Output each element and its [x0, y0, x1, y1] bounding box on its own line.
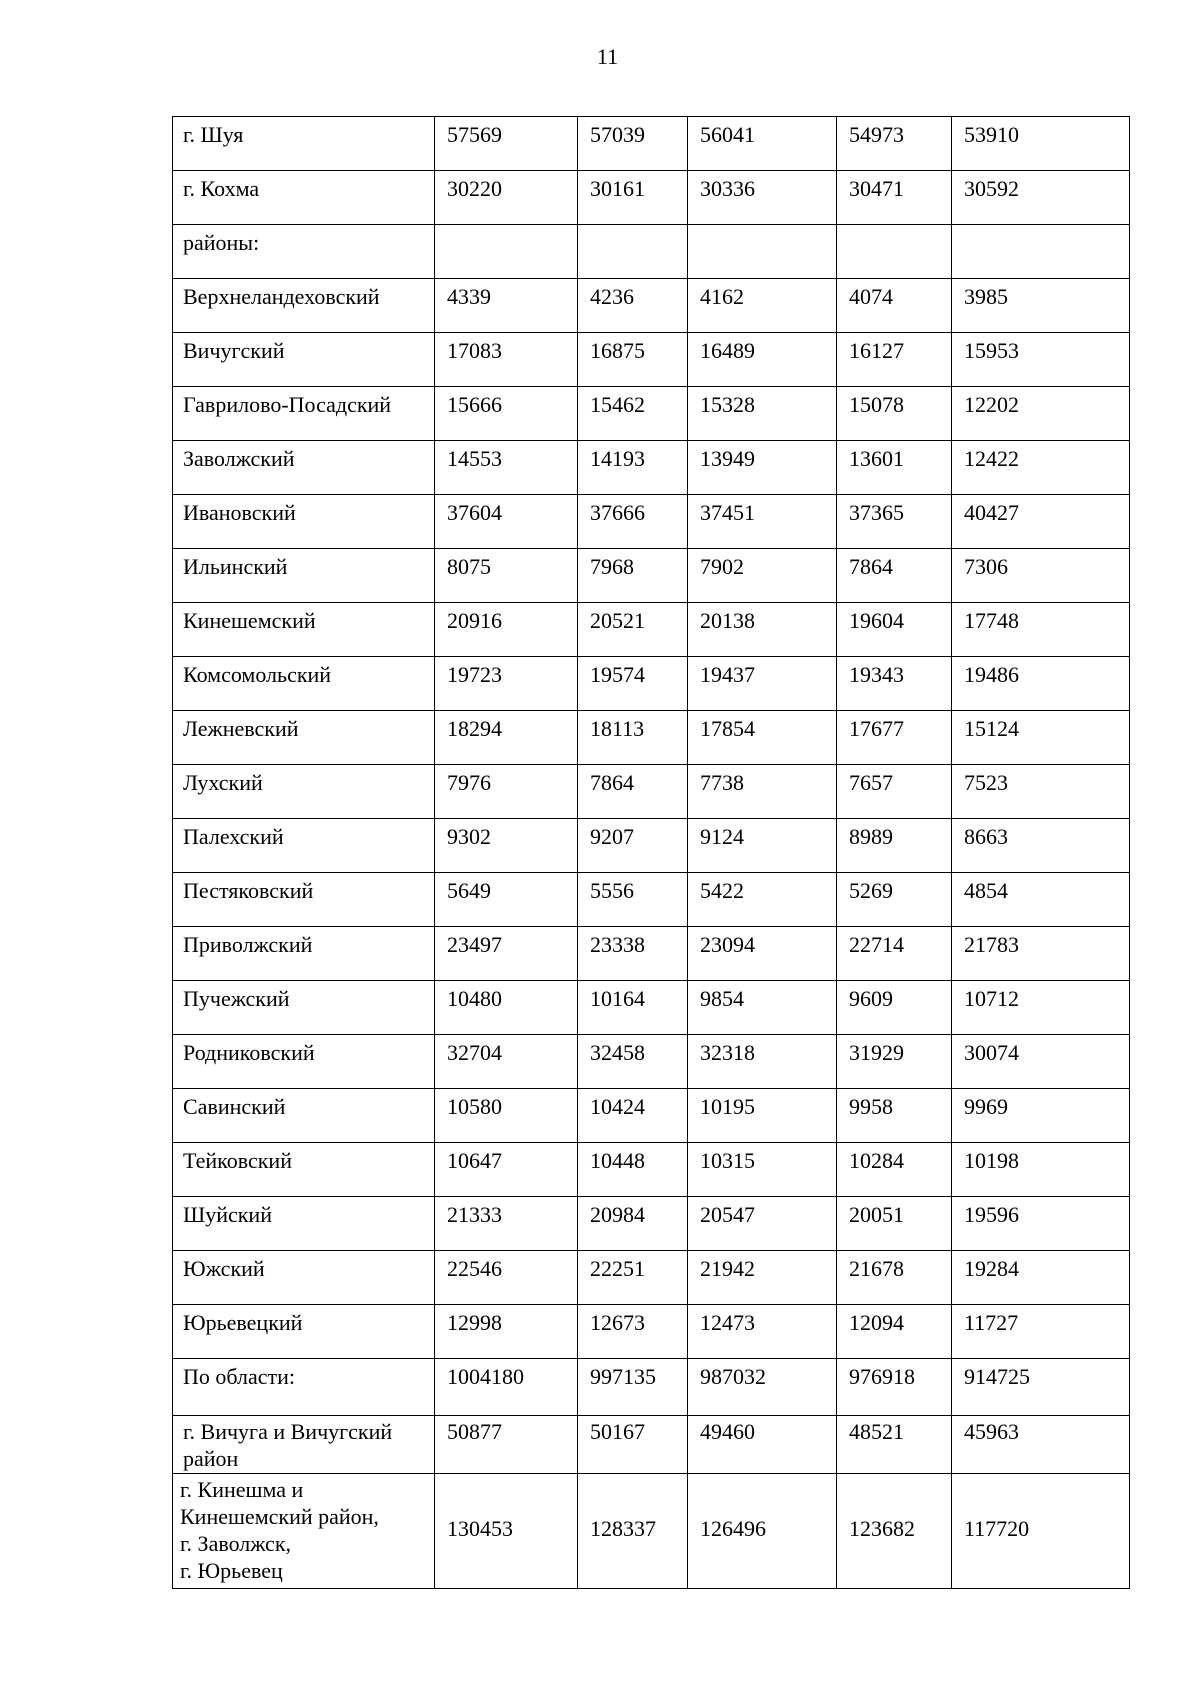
value-cell: 7968: [578, 549, 688, 603]
value-cell: 117720: [952, 1474, 1130, 1589]
value-cell: [578, 225, 688, 279]
value-cell: 10164: [578, 981, 688, 1035]
value-cell: 5269: [837, 873, 952, 927]
value-cell: 21333: [435, 1197, 578, 1251]
row-name-cell: Лухский: [173, 765, 435, 819]
value-cell: 123682: [837, 1474, 952, 1589]
value-cell: 53910: [952, 117, 1130, 171]
value-cell: 32458: [578, 1035, 688, 1089]
value-cell: 54973: [837, 117, 952, 171]
value-cell: 4074: [837, 279, 952, 333]
value-cell: 914725: [952, 1359, 1130, 1416]
value-cell: 1004180: [435, 1359, 578, 1416]
value-cell: 4854: [952, 873, 1130, 927]
value-cell: 23094: [688, 927, 837, 981]
row-name-cell: Комсомольский: [173, 657, 435, 711]
row-name-cell: Юрьевецкий: [173, 1305, 435, 1359]
row-name-cell: [173, 1416, 435, 1474]
value-cell: 3985: [952, 279, 1130, 333]
value-cell: 50167: [578, 1416, 688, 1474]
value-cell: 37451: [688, 495, 837, 549]
table-row-vichuga: [173, 1416, 1130, 1474]
value-cell: 15078: [837, 387, 952, 441]
row-name-cell: Заволжский: [173, 441, 435, 495]
value-cell: 7902: [688, 549, 837, 603]
row-name-cell: Пестяковский: [173, 873, 435, 927]
value-cell: 17748: [952, 603, 1130, 657]
value-cell: 20138: [688, 603, 837, 657]
value-cell: 22546: [435, 1251, 578, 1305]
value-cell: 49460: [688, 1416, 837, 1474]
value-cell: 30161: [578, 171, 688, 225]
value-cell: 16489: [688, 333, 837, 387]
value-cell: 22714: [837, 927, 952, 981]
table-row: [173, 711, 1130, 765]
value-cell: 7523: [952, 765, 1130, 819]
value-cell: 9302: [435, 819, 578, 873]
value-cell: 10647: [435, 1143, 578, 1197]
value-cell: 48521: [837, 1416, 952, 1474]
value-cell: [952, 225, 1130, 279]
value-cell: 997135: [578, 1359, 688, 1416]
value-cell: 10198: [952, 1143, 1130, 1197]
value-cell: 9124: [688, 819, 837, 873]
row-name-line: Кинешемский район,: [180, 1504, 379, 1529]
value-cell: 16875: [578, 333, 688, 387]
value-cell: 19343: [837, 657, 952, 711]
row-name-cell: Вичугский: [173, 333, 435, 387]
row-name-cell: Савинский: [173, 1089, 435, 1143]
value-cell: 30592: [952, 171, 1130, 225]
value-cell: 37666: [578, 495, 688, 549]
table-row-kineshma: [173, 1474, 1130, 1589]
value-cell: 11727: [952, 1305, 1130, 1359]
value-cell: 976918: [837, 1359, 952, 1416]
value-cell: 12473: [688, 1305, 837, 1359]
value-cell: 8663: [952, 819, 1130, 873]
value-cell: 19723: [435, 657, 578, 711]
value-cell: [837, 225, 952, 279]
value-cell: 10480: [435, 981, 578, 1035]
value-cell: 7864: [578, 765, 688, 819]
table-row: [173, 927, 1130, 981]
value-cell: 5556: [578, 873, 688, 927]
value-cell: 18294: [435, 711, 578, 765]
value-cell: 12998: [435, 1305, 578, 1359]
value-cell: 4339: [435, 279, 578, 333]
value-cell: 15666: [435, 387, 578, 441]
value-cell: 10284: [837, 1143, 952, 1197]
value-cell: 32318: [688, 1035, 837, 1089]
row-name-line: г. Заволжск,: [180, 1531, 292, 1556]
value-cell: 22251: [578, 1251, 688, 1305]
value-cell: 17677: [837, 711, 952, 765]
table-row-total: [173, 1359, 1130, 1416]
value-cell: 56041: [688, 117, 837, 171]
row-name-line: г. Кинешма и: [180, 1477, 304, 1502]
value-cell: 15462: [578, 387, 688, 441]
population-table: [172, 116, 1130, 1589]
value-cell: 13601: [837, 441, 952, 495]
value-cell: 30336: [688, 171, 837, 225]
value-cell: 128337: [578, 1474, 688, 1589]
value-cell: 23497: [435, 927, 578, 981]
table-row: [173, 441, 1130, 495]
row-name-cell: г. Шуя: [173, 117, 435, 171]
value-cell: 19574: [578, 657, 688, 711]
value-cell: 32704: [435, 1035, 578, 1089]
value-cell: 10315: [688, 1143, 837, 1197]
value-cell: 9958: [837, 1089, 952, 1143]
value-cell: 987032: [688, 1359, 837, 1416]
row-name-cell: Гаврилово-Посадский: [173, 387, 435, 441]
table-row: [173, 387, 1130, 441]
value-cell: 19596: [952, 1197, 1130, 1251]
value-cell: 20547: [688, 1197, 837, 1251]
row-name-cell: Кинешемский: [173, 603, 435, 657]
row-name-cell: Родниковский: [173, 1035, 435, 1089]
value-cell: 12422: [952, 441, 1130, 495]
value-cell: 20521: [578, 603, 688, 657]
value-cell: 7306: [952, 549, 1130, 603]
table-row: [173, 495, 1130, 549]
value-cell: 8075: [435, 549, 578, 603]
value-cell: 5422: [688, 873, 837, 927]
row-name-cell: Приволжский: [173, 927, 435, 981]
table-row: [173, 225, 1130, 279]
table-row: [173, 603, 1130, 657]
value-cell: 20051: [837, 1197, 952, 1251]
table-row: [173, 657, 1130, 711]
value-cell: 10195: [688, 1089, 837, 1143]
table-row: [173, 549, 1130, 603]
table-row: [173, 117, 1130, 171]
row-name-line: район: [183, 1446, 239, 1471]
table-row: [173, 765, 1130, 819]
value-cell: 126496: [688, 1474, 837, 1589]
row-name-cell: [173, 1474, 435, 1589]
value-cell: 9969: [952, 1089, 1130, 1143]
value-cell: 30471: [837, 171, 952, 225]
value-cell: [435, 225, 578, 279]
value-cell: 19486: [952, 657, 1130, 711]
value-cell: 45963: [952, 1416, 1130, 1474]
table-row: [173, 981, 1130, 1035]
value-cell: 57569: [435, 117, 578, 171]
value-cell: 7864: [837, 549, 952, 603]
value-cell: 17854: [688, 711, 837, 765]
value-cell: 12094: [837, 1305, 952, 1359]
table-body: [173, 117, 1130, 1589]
row-name-line: г. Вичуга и Вичугский: [183, 1419, 393, 1444]
value-cell: 23338: [578, 927, 688, 981]
row-name-cell: Палехский: [173, 819, 435, 873]
row-name-cell: Ильинский: [173, 549, 435, 603]
table-row: [173, 333, 1130, 387]
table-row: [173, 171, 1130, 225]
value-cell: 10424: [578, 1089, 688, 1143]
row-name-cell: г. Кохма: [173, 171, 435, 225]
table-row: [173, 1143, 1130, 1197]
value-cell: 20984: [578, 1197, 688, 1251]
value-cell: 50877: [435, 1416, 578, 1474]
row-name-cell: Лежневский: [173, 711, 435, 765]
value-cell: 9207: [578, 819, 688, 873]
value-cell: 9609: [837, 981, 952, 1035]
value-cell: 15124: [952, 711, 1130, 765]
row-name-cell: Южский: [173, 1251, 435, 1305]
value-cell: 17083: [435, 333, 578, 387]
value-cell: 10712: [952, 981, 1130, 1035]
value-cell: 7976: [435, 765, 578, 819]
value-cell: 12202: [952, 387, 1130, 441]
value-cell: 30220: [435, 171, 578, 225]
table-row: [173, 1197, 1130, 1251]
row-name-cell: По области:: [173, 1359, 435, 1416]
row-name-cell: районы:: [173, 225, 435, 279]
value-cell: 4236: [578, 279, 688, 333]
value-cell: 37604: [435, 495, 578, 549]
table-row: [173, 1251, 1130, 1305]
value-cell: 31929: [837, 1035, 952, 1089]
value-cell: 7738: [688, 765, 837, 819]
row-name-cell: Верхнеландеховский: [173, 279, 435, 333]
table-row: [173, 1035, 1130, 1089]
value-cell: 37365: [837, 495, 952, 549]
row-name-cell: Ивановский: [173, 495, 435, 549]
value-cell: 57039: [578, 117, 688, 171]
value-cell: 9854: [688, 981, 837, 1035]
value-cell: 16127: [837, 333, 952, 387]
value-cell: 7657: [837, 765, 952, 819]
value-cell: 21678: [837, 1251, 952, 1305]
table-row: [173, 819, 1130, 873]
value-cell: 19604: [837, 603, 952, 657]
value-cell: 12673: [578, 1305, 688, 1359]
row-name-cell: Пучежский: [173, 981, 435, 1035]
value-cell: 10448: [578, 1143, 688, 1197]
value-cell: 30074: [952, 1035, 1130, 1089]
value-cell: 14193: [578, 441, 688, 495]
value-cell: 10580: [435, 1089, 578, 1143]
value-cell: 40427: [952, 495, 1130, 549]
value-cell: 15328: [688, 387, 837, 441]
value-cell: 21783: [952, 927, 1130, 981]
value-cell: 5649: [435, 873, 578, 927]
value-cell: 19437: [688, 657, 837, 711]
value-cell: 21942: [688, 1251, 837, 1305]
value-cell: 130453: [435, 1474, 578, 1589]
value-cell: 8989: [837, 819, 952, 873]
row-name-cell: Шуйский: [173, 1197, 435, 1251]
row-name-cell: Тейковский: [173, 1143, 435, 1197]
page-number: 11: [596, 44, 619, 69]
table-row: [173, 1089, 1130, 1143]
table-row: [173, 279, 1130, 333]
value-cell: 14553: [435, 441, 578, 495]
value-cell: 19284: [952, 1251, 1130, 1305]
value-cell: 13949: [688, 441, 837, 495]
row-name-line: г. Юрьевец: [180, 1558, 283, 1583]
value-cell: 20916: [435, 603, 578, 657]
table-row: [173, 873, 1130, 927]
table-row: [173, 1305, 1130, 1359]
value-cell: 4162: [688, 279, 837, 333]
value-cell: [688, 225, 837, 279]
value-cell: 15953: [952, 333, 1130, 387]
value-cell: 18113: [578, 711, 688, 765]
